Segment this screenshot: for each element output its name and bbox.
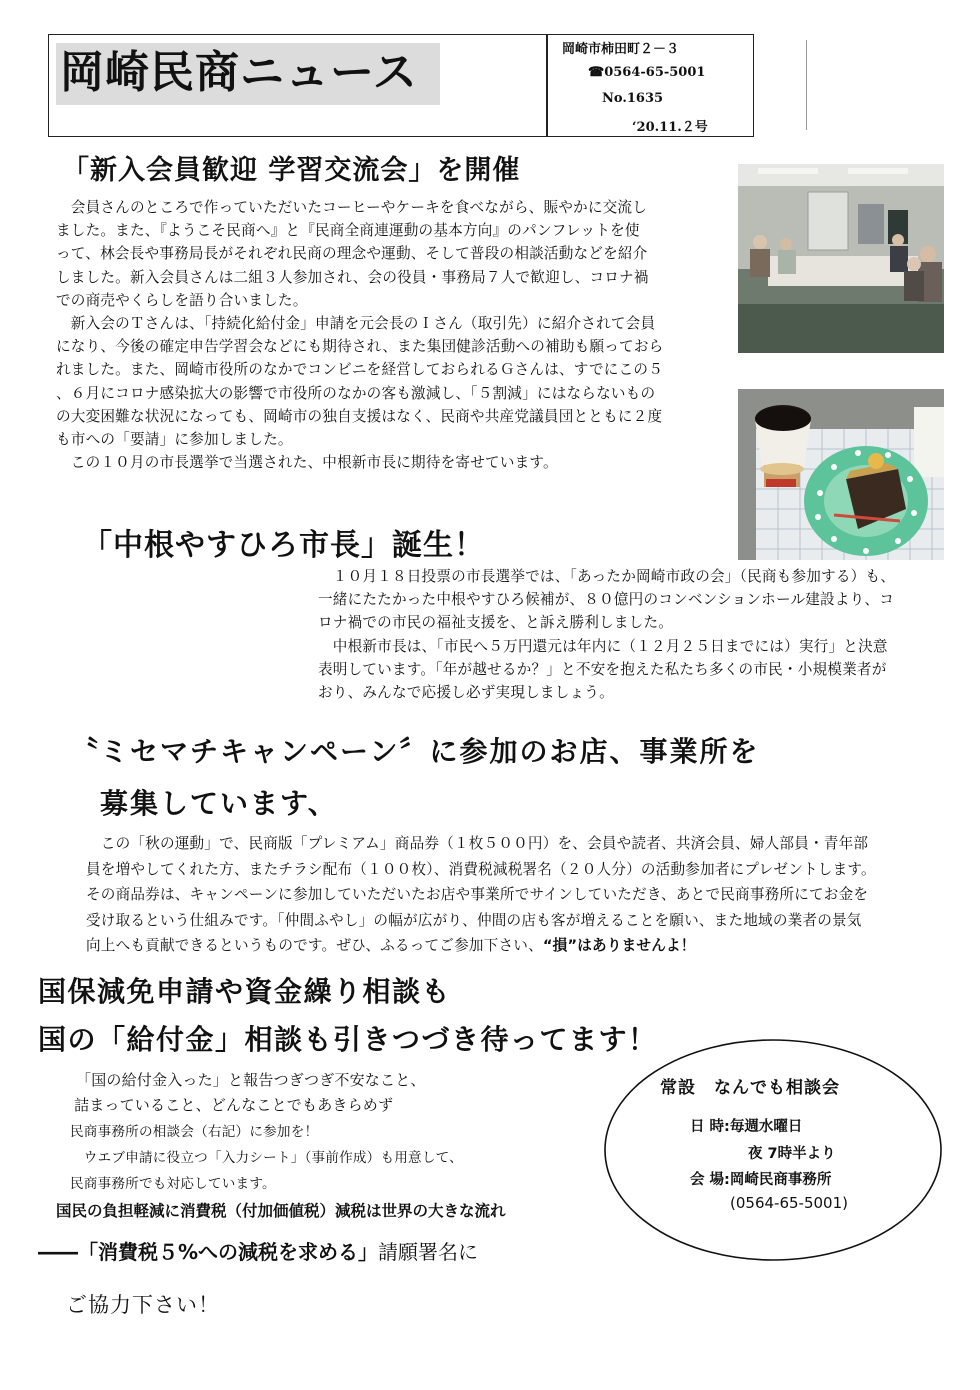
article3-heading-line2: 募集しています、 bbox=[100, 787, 338, 820]
article3-line: この「秋の運動」で、民商版「プレミアム」商品券（１枚５００円）を、会員や読者、共済会員、婦人部員・青年部 bbox=[86, 835, 869, 852]
article1-line: での商売やくらしを語り合いました。 bbox=[56, 291, 308, 309]
article3-line: その商品券は、キャンペーンに参加していただいたお店や事業所でサインしていただき、あとで民商事務所にてお金を bbox=[86, 886, 869, 904]
article1-line: ました。また、『ようこそ民商へ』と『民商全商連運動の基本方向』のパンフレットを使 bbox=[56, 222, 640, 240]
article2-line: 表明しています。「年が越せるか？」と不安を抱えた私たち多くの市民・小規模業者が bbox=[318, 660, 887, 678]
newsletter-title: 岡崎民商ニュース bbox=[60, 47, 418, 98]
article1-line: になり、今後の確定申告学習会などにも期待され、また集団健診活動への補助も願っておら bbox=[56, 338, 664, 356]
article3-line: 受け取るという仕組みです。「仲間ふやし」の幅が広がり、仲間の店も客が増えることを願い、また地域の業者の景気 bbox=[86, 911, 862, 929]
article3-line: 員を増やしてくれた方、またチラシ配布（１００枚）、消費税減税署名（２０人分）の活動参加者にプレゼントします。 bbox=[86, 860, 876, 878]
article2-line: おり、みんなで応援し必ず実現しましょう。 bbox=[318, 684, 614, 702]
article3-heading-line1: 〝ミセマチキャンペーン〞に参加のお店、事業所を bbox=[70, 735, 760, 768]
article4-line: 民商事務所の相談会（右記）に参加を！ bbox=[70, 1124, 319, 1140]
consultation-title: 常設 なんでも相談会 bbox=[660, 1078, 840, 1098]
article1-line: この１０月の市長選挙で当選された、中根新市長に期待を寄せています。 bbox=[56, 454, 558, 472]
article1-line: の大変困難な状況になっても、岡崎市の独自支援はなく、民商や共産党議員団とともに２度 bbox=[56, 407, 663, 425]
masthead-issue-number: No.1635 bbox=[602, 91, 664, 106]
masthead-phone: ☎0564-65-5001 bbox=[588, 65, 706, 80]
article1-line: 新入会のＴさんは、「持続化給付金」申請を元会長のＩさん（取引先）に紹介されて会員 bbox=[56, 315, 656, 333]
article3-line: 向上へも貢献できるというものです。ぜひ、ふるってご参加下さい、 bbox=[86, 937, 543, 955]
article4-line: 詰まっていること、どんなことでもあきらめず bbox=[74, 1096, 394, 1114]
article2-body bbox=[318, 565, 895, 704]
article2-line: 中根新市長は、「市民へ５万円還元は年内に（１２月２５日までには）実行」と決意 bbox=[318, 637, 888, 655]
article1-line: 会員さんのところで作っていただいたコーヒーやケーキを食べながら、賑やかに交流し bbox=[56, 199, 648, 216]
masthead-date: ‘20.11.２号 bbox=[632, 120, 708, 135]
article4-heading-line1: 国保減免申請や資金繰り相談も bbox=[38, 975, 452, 1008]
consultation-place-value: 岡崎民商事務所 bbox=[729, 1172, 832, 1188]
petition-dash: ―― bbox=[38, 1240, 78, 1264]
consultation-phone: (0564-65-5001) bbox=[730, 1194, 848, 1212]
masthead-address: 岡崎市柿田町２－３ bbox=[562, 42, 680, 57]
consultation-date-row bbox=[690, 1115, 802, 1136]
article2-line: １０月１８日投票の市長選挙では、「あったか岡崎市政の会」（民商も参加する）も、 bbox=[318, 568, 896, 585]
coffee-and-cake-photo bbox=[738, 389, 944, 560]
margin-line bbox=[806, 40, 807, 130]
article4-line: 「国の給付金入った」と報告つぎつぎ不安なこと、 bbox=[76, 1071, 426, 1089]
article1-body bbox=[56, 196, 663, 474]
article1-heading: 「新入会員歓迎 学習交流会」を開催 bbox=[62, 155, 521, 186]
petition-tail: 請願署名に bbox=[378, 1240, 479, 1264]
article1-line: しました。新入会員さんは二組３人参加され、会の役員・事務局７人で歓迎し、コロナ禍 bbox=[56, 268, 649, 286]
article3-body bbox=[86, 831, 876, 959]
article1-line: も市への「要請」に参加しました。 bbox=[56, 431, 293, 449]
meeting-room-photo bbox=[738, 164, 944, 353]
consultation-time-value: 夜 7時半より bbox=[748, 1146, 836, 1162]
consultation-date-value: 毎週水曜日 bbox=[729, 1119, 803, 1135]
petition-line1: 国民の負担軽減に消費税（付加価値税）減税は世界の大きな流れ bbox=[56, 1202, 506, 1220]
article4-line: 民商事務所でも対応しています。 bbox=[70, 1176, 276, 1192]
article2-line: 一緒にたたかった中根やすひろ候補が、８０億円のコンベンションホール建設より、コ bbox=[318, 591, 895, 609]
article2-line: ロナ禍での市民の福祉支援を、と訴え勝利しました。 bbox=[318, 614, 674, 632]
article4-heading-line2: 国の「給付金」相談も引きつづき待ってます！ bbox=[38, 1023, 658, 1056]
petition-emphasis: 「消費税５%への減税を求める」 bbox=[78, 1240, 379, 1264]
article4-line: ウエブ申請に役立つ「入力シート」（事前作成）も用意して、 bbox=[70, 1150, 463, 1166]
article3-emphasis: “損”はありませんよ！ bbox=[542, 937, 696, 955]
petition-line2 bbox=[38, 1236, 478, 1265]
masthead-divider bbox=[546, 34, 548, 137]
petition-line3: ご協力下さい！ bbox=[66, 1293, 220, 1317]
article2-heading: 「中根やすひろ市長」誕生！ bbox=[82, 528, 485, 563]
consultation-place-row bbox=[690, 1168, 831, 1189]
article1-line: って、林会長や事務局長がそれぞれ民商の理念や運動、そして普段の相談活動などを紹介 bbox=[56, 245, 648, 263]
consultation-place-label: 会 場: bbox=[690, 1172, 730, 1188]
article1-line: 、６月にコロナ感染拡大の影響で市役所のなかの客も激減し、「５割減」にはならないもの bbox=[56, 384, 656, 402]
consultation-date-label: 日 時: bbox=[690, 1119, 730, 1135]
article1-line: れました。また、岡崎市役所のなかでコンビニを経営しておられるＧさんは、すでにこの５ bbox=[56, 361, 663, 379]
